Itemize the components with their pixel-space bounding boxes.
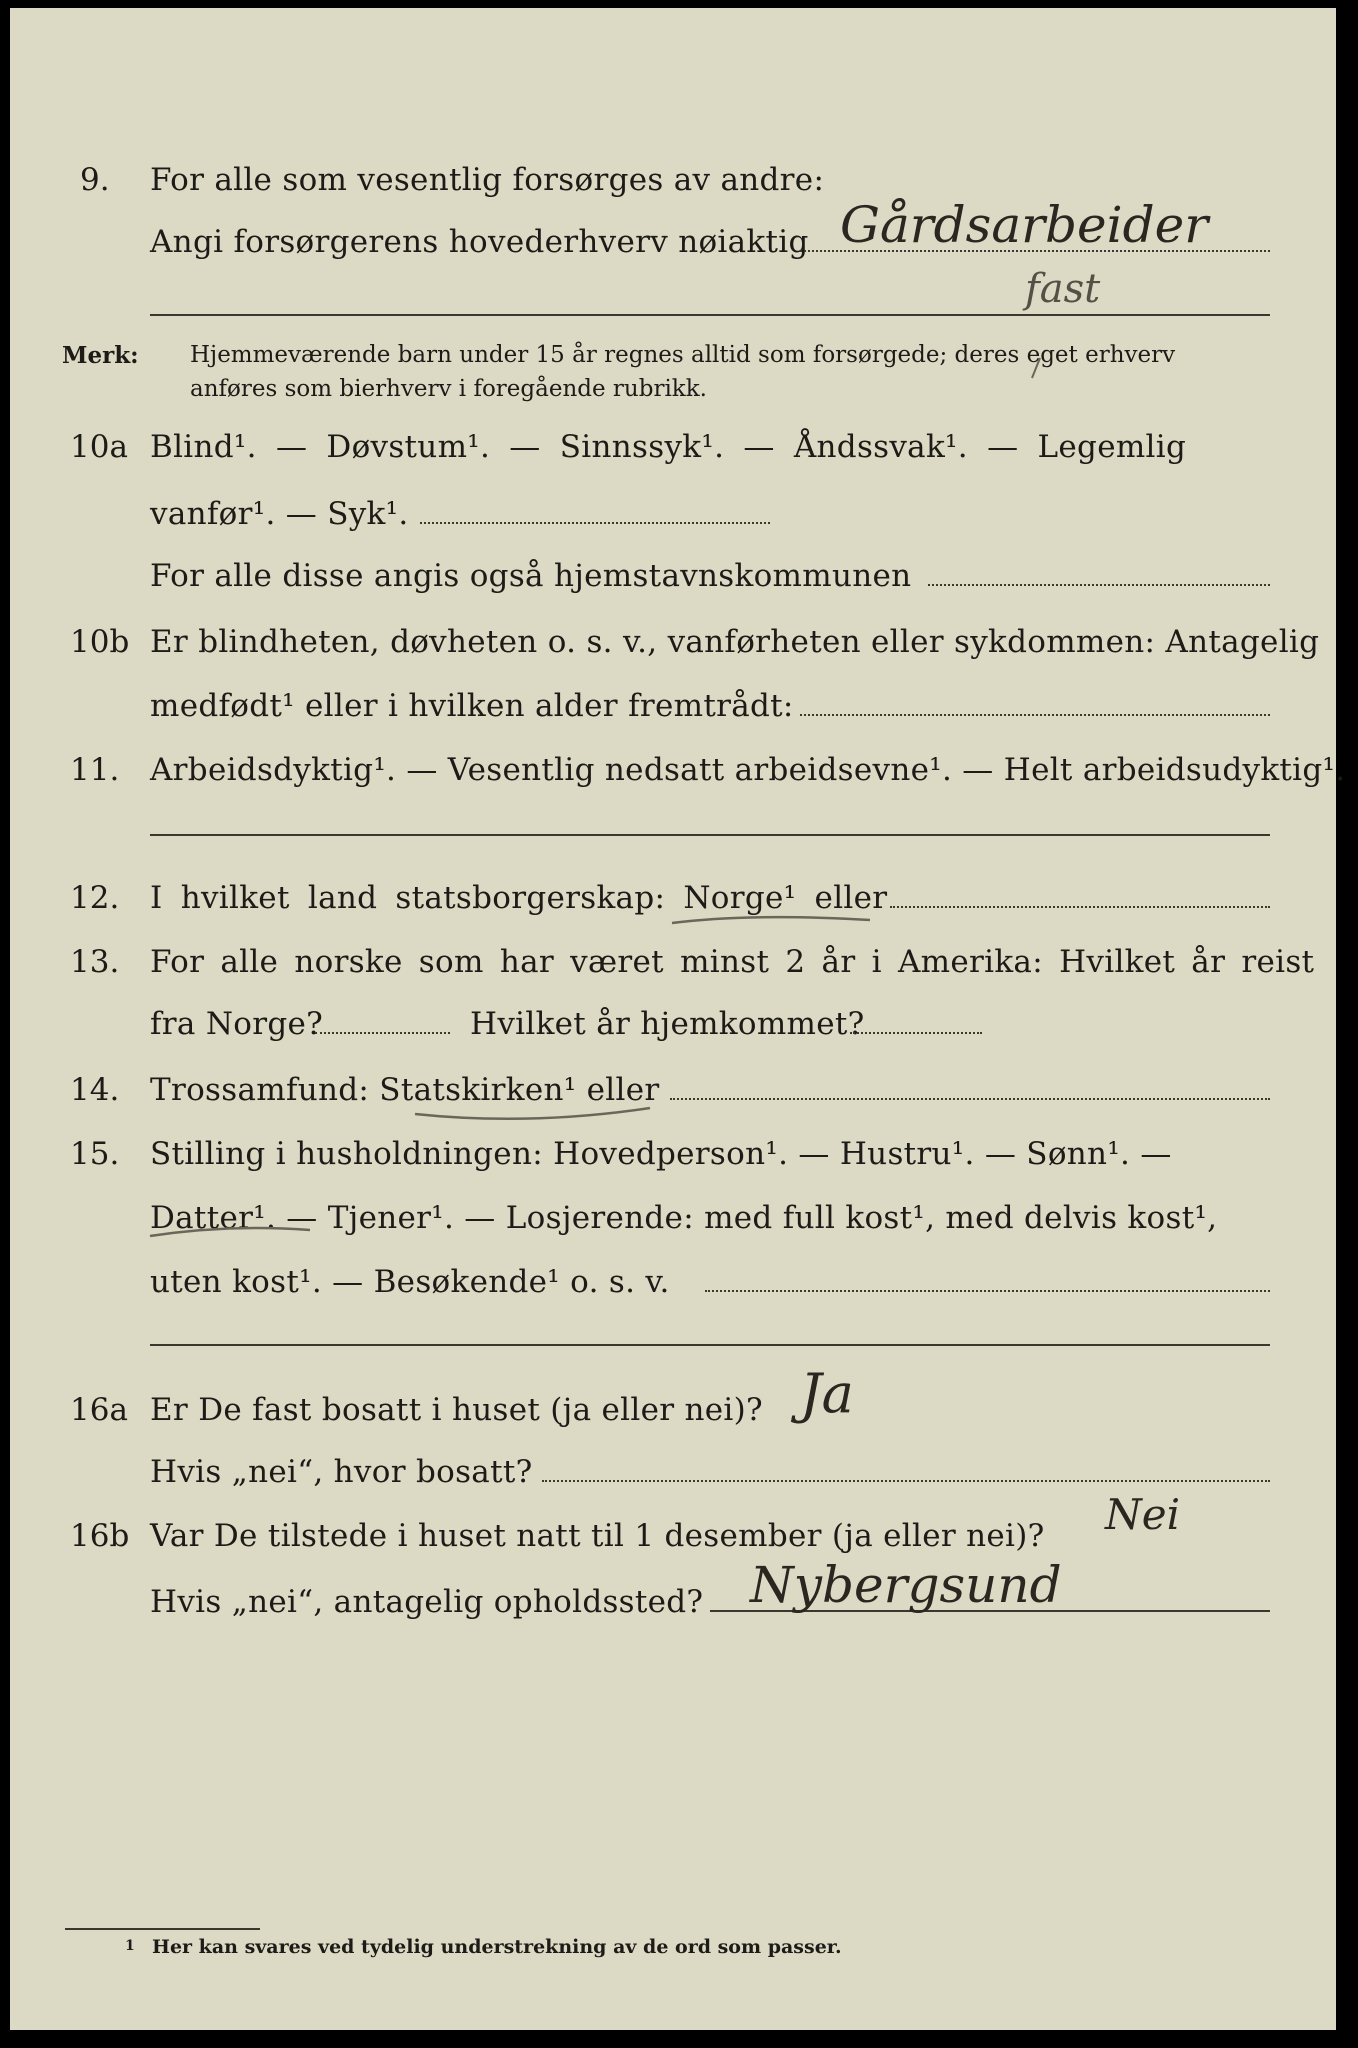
question-16b-line2: Hvis „nei“, antagelig opholdssted? [150,1584,704,1620]
footnote-text: Her kan svares ved tydelig understrekning av de ord som passer. [152,1936,842,1958]
handwritten-answer-location: Nybergsund [750,1556,1062,1614]
handwritten-answer-occupation: Gårdsarbeider [840,196,1209,254]
underline-datter [150,1228,310,1236]
question-9-number: 9. [80,162,110,198]
question-16a-number: 16a [70,1392,128,1428]
question-10a-line2: vanfør¹. — Syk¹. [150,496,409,532]
question-11-number: 11. [70,752,120,788]
note-label: Merk: [62,342,139,369]
pencil-mark [1032,358,1040,378]
underline-statskirken [415,1108,650,1119]
question-10b-line1: Er blindheten, døvheten o. s. v., vanførheten eller sykdommen: Antagelig [150,624,1320,660]
census-form-page [10,8,1346,2030]
handwritten-answer-resident: Ja [800,1362,854,1425]
handwritten-answer-present: Nei [1105,1490,1181,1539]
question-9-line2: Angi forsørgerens hovederhverv nøiaktig [150,224,809,260]
question-14-number: 14. [70,1072,120,1108]
question-13-number: 13. [70,944,120,980]
note-line2: anføres som bierhverv i foregående rubrikk. [190,376,707,402]
question-16a-line1: Er De fast bosatt i huset (ja eller nei)? [150,1392,763,1428]
note-line1: Hjemmeværende barn under 15 år regnes alltid som forsørgede; deres eget erhverv [190,342,1176,368]
underline-norge [672,917,870,923]
handwritten-answer-occupation-note: fast [1025,266,1101,312]
question-15-line2: Datter¹. — Tjener¹. — Losjerende: med full kost¹, med delvis kost¹, [150,1200,1218,1236]
question-10b-number: 10b [70,624,130,660]
question-15-number: 15. [70,1136,120,1172]
question-13-line2a: fra Norge? [150,1006,324,1042]
question-16a-line2: Hvis „nei“, hvor bosatt? [150,1454,533,1490]
question-9-line1: For alle som vesentlig forsørges av andre: [150,162,825,198]
footnote-rule [65,1928,260,1930]
question-13-line2b: Hvilket år hjemkommet? [470,1006,865,1042]
question-10a-line3: For alle disse angis også hjemstavnskommunen [150,558,912,594]
question-13-line1: For alle norske som har været minst 2 år i Amerika: Hvilket år reist [150,944,1315,980]
question-12-line1: I hvilket land statsborgerskap: Norge¹ eller [150,880,888,916]
question-10a-number: 10a [70,429,128,465]
question-16b-line1: Var De tilstede i huset natt til 1 desember (ja eller nei)? [150,1518,1045,1554]
question-15-line1: Stilling i husholdningen: Hovedperson¹. — Hustru¹. — Sønn¹. — [150,1136,1172,1172]
question-15-line3: uten kost¹. — Besøkende¹ o. s. v. [150,1264,670,1300]
question-16b-number: 16b [70,1518,130,1554]
question-12-number: 12. [70,880,120,916]
question-14-line1: Trossamfund: Statskirken¹ eller [150,1072,660,1108]
footnote-mark: 1 [125,1938,135,1954]
question-10a-line1: Blind¹. — Døvstum¹. — Sinnssyk¹. — Åndssvak¹. — Legemlig [150,429,1187,465]
question-11-line1: Arbeidsdyktig¹. — Vesentlig nedsatt arbeidsevne¹. — Helt arbeidsudyktig¹. [150,752,1346,788]
pencil-underline-marks [10,8,1336,2030]
question-10b-line2: medfødt¹ eller i hvilken alder fremtrådt: [150,688,794,724]
